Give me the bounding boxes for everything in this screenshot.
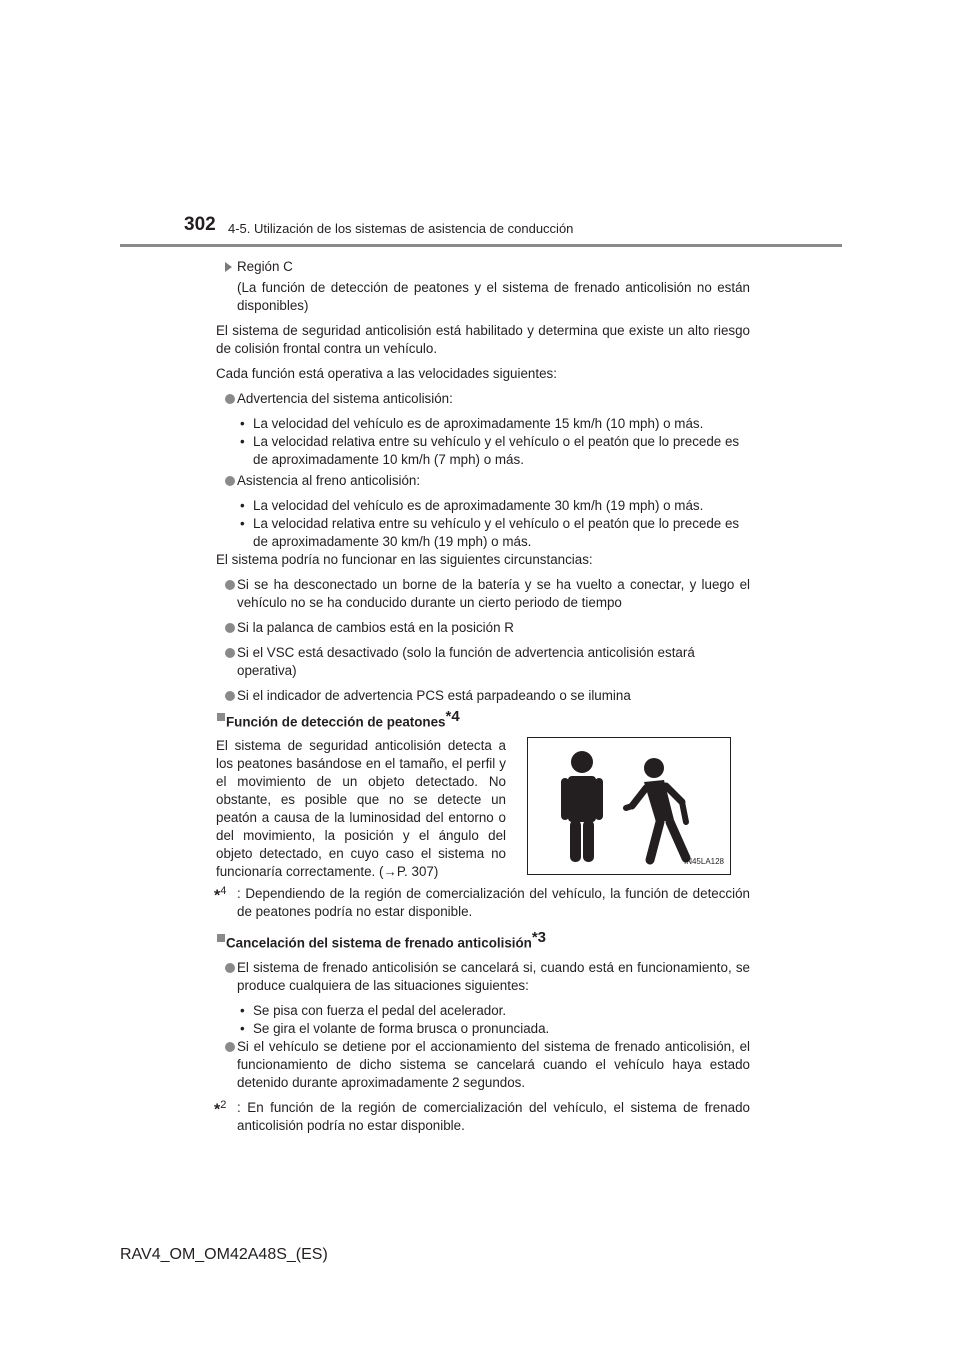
pedestrian-text: El sistema de seguridad anticolisión detecta a los peatones basándose en el tamaño, el perfil y el movimiento de un objeto detectado. No obstante, es posible que no se detecte un peatón a causa de la luminosidad del entorno o del movimiento, la posición y el ángulo del objeto detectado, en cuyo caso el sistema no funcionaría correctamente. (→P. 307)	[216, 738, 506, 880]
speeds-intro: Cada función está operativa a las velocidades siguientes:	[216, 366, 557, 381]
list-item-text: Si el VSC está desactivado (solo la función de advertencia anticolisión estará operativa)	[237, 645, 695, 678]
list-item	[216, 1002, 750, 1020]
square-icon	[217, 934, 225, 942]
square-icon	[217, 713, 225, 721]
list-item	[216, 415, 750, 433]
list-item-text: Si el indicador de advertencia PCS está parpadeando o se ilumina	[237, 688, 631, 703]
circle-bullet-icon	[225, 963, 235, 973]
figure-code: IN45LA128	[683, 857, 724, 867]
list-item-text: La velocidad relativa entre su vehículo y el vehículo o el peatón que lo precede es de aproximadamente 30 km/h (19 mph) o más.	[253, 516, 740, 549]
triangle-icon	[225, 262, 232, 272]
circle-bullet-icon	[225, 648, 235, 658]
cancel-heading-text: Cancelación del sistema de frenado anticolisión	[226, 935, 532, 951]
list-item-text: La velocidad relativa entre su vehículo y el vehículo o el peatón que lo precede es de aproximadamente 10 km/h (7 mph) o más.	[253, 434, 740, 467]
bullet-icon: •	[240, 416, 245, 431]
bullet-icon: •	[240, 1020, 245, 1036]
pedestrian-heading	[216, 708, 750, 731]
list-item-text: El sistema de frenado anticolisión se cancelará si, cuando está en funcionamiento, se produce cualquiera de las situaciones siguientes:	[237, 959, 750, 993]
circle-bullet-icon	[225, 1042, 235, 1052]
document-id: RAV4_OM_OM42A48S_(ES)	[120, 1246, 328, 1263]
footnote-text: : En función de la región de comercialización del vehículo, el sistema de frenado anticolisión podría no estar disponible.	[237, 1099, 750, 1133]
footnote-text: : Dependiendo de la región de comercialización del vehículo, la función de detección de peatones podría no estar disponible.	[237, 886, 750, 920]
circle-bullet-icon	[225, 623, 235, 633]
intro-paragraph: El sistema de seguridad anticolisión está habilitado y determina que existe un alto riesgo de colisión frontal contra un vehículo.	[216, 323, 750, 356]
list-item-text: Si la palanca de cambios está en la posición R	[237, 620, 514, 635]
list-item-text: La velocidad del vehículo es de aproximadamente 15 km/h (10 mph) o más.	[253, 416, 704, 431]
footnote-ref: *4	[445, 708, 460, 725]
footnote-marker: *$^2$	[214, 1098, 227, 1119]
list-item	[216, 1020, 750, 1038]
footnote-marker: *$^4$	[214, 885, 227, 905]
brake-title	[216, 472, 750, 490]
pedestrian-figure	[527, 737, 731, 875]
list-item-text: Si el vehículo se detiene por el accionamiento del sistema de frenado anticolisión, el funcionamiento de dicho sistema se cancelará cuando el vehículo haya estado detenido durante aproximadamente 2 segundos.	[237, 1038, 750, 1090]
region-c-heading-text: Región C	[237, 259, 293, 274]
warning-title-text: Advertencia del sistema anticolisión:	[237, 391, 453, 406]
circle-bullet-icon	[225, 476, 235, 486]
list-item-text: La velocidad del vehículo es de aproximadamente 30 km/h (19 mph) o más.	[253, 498, 704, 513]
list-item	[216, 1038, 750, 1092]
page-body	[216, 258, 750, 1135]
footnote-4	[216, 885, 750, 921]
brake-title-text: Asistencia al freno anticolisión:	[237, 473, 421, 488]
list-item	[216, 619, 750, 637]
list-item	[216, 515, 750, 551]
header-rule	[120, 244, 842, 247]
list-item	[216, 687, 750, 705]
cancel-heading	[216, 929, 750, 952]
list-item	[216, 497, 750, 515]
region-c-heading	[216, 258, 750, 276]
bullet-icon: •	[240, 498, 245, 513]
bullet-icon: •	[240, 1002, 245, 1018]
circle-bullet-icon	[225, 580, 235, 590]
list-item-text: Se pisa con fuerza el pedal del acelerador.	[253, 1002, 507, 1018]
list-item-text: Si se ha desconectado un borne de la batería y se ha vuelto a conectar, y luego el vehículo no se ha conducido durante un cierto periodo de tiempo	[237, 577, 750, 610]
footnote-2	[216, 1099, 750, 1135]
warning-title	[216, 390, 750, 408]
section-title: 4-5. Utilización de los sistemas de asistencia de conducción	[228, 221, 574, 236]
walking-pedestrian-icon	[626, 758, 686, 860]
list-item	[216, 433, 750, 469]
footnote-ref: *3	[531, 929, 547, 947]
circle-bullet-icon	[225, 691, 235, 701]
pedestrian-section	[216, 737, 750, 885]
region-c-text: (La función de detección de peatones y el sistema de frenado anticolisión no están disponibles)	[237, 280, 750, 313]
circle-bullet-icon	[225, 394, 235, 404]
list-item	[216, 959, 750, 995]
pedestrian-heading-text: Función de detección de peatones	[226, 714, 446, 730]
list-item-text: Se gira el volante de forma brusca o pronunciada.	[253, 1020, 550, 1036]
list-item	[216, 644, 750, 680]
standing-pedestrian-icon	[561, 751, 603, 862]
circumstances-intro: El sistema podría no funcionar en las siguientes circunstancias:	[216, 552, 593, 567]
page-number: 302	[184, 214, 216, 235]
bullet-icon: •	[240, 434, 245, 449]
list-item	[216, 576, 750, 612]
bullet-icon: •	[240, 516, 245, 531]
